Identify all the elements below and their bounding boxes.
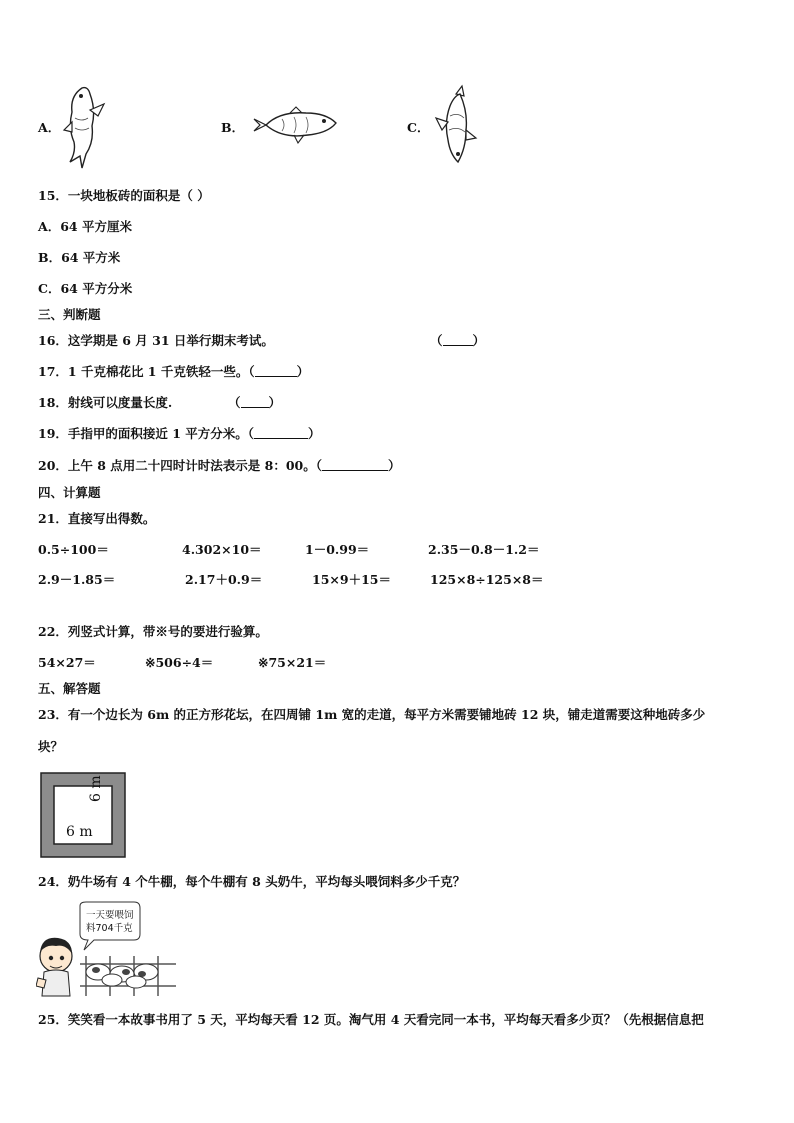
q17-text: 17．1 千克棉花比 1 千克铁轻一些。（ ） <box>38 364 310 379</box>
q22-item1: 54×27＝ <box>38 655 96 670</box>
option-c-label: C． <box>407 120 430 135</box>
q19-text: 19．手指甲的面积接近 1 平方分米。（ ） <box>38 426 321 441</box>
speech-bubble-line2: 料704千克 <box>86 923 133 934</box>
q16-text: 16．这学期是 6 月 31 日举行期末考试。 <box>38 333 274 348</box>
q21-row2-item1: 2.9－1.85＝ <box>38 572 116 587</box>
q15-stem: 15．一块地板砖的面积是（ ） <box>38 188 210 203</box>
flowerbed-side-label: 6 m <box>88 775 104 802</box>
flowerbed-bottom-label: 6 m <box>66 824 93 840</box>
section-5-heading: 五、解答题 <box>38 681 101 696</box>
q25-text: 25．笑笑看一本故事书用了 5 天，平均每天看 12 页。淘气用 4 天看完同一本书，平均每天看多少页？（先根据信息把 <box>38 1012 704 1027</box>
q22-stem: 22．列竖式计算，带※号的要进行验算。 <box>38 624 268 639</box>
section-4-heading: 四、计算题 <box>38 485 101 500</box>
q16-answer-blank: （ ） <box>430 333 486 348</box>
q21-stem: 21．直接写出得数。 <box>38 511 156 526</box>
option-b-label: B． <box>221 120 245 135</box>
fish-b-image <box>250 105 340 147</box>
q15-option-a: A．64 平方厘米 <box>38 219 132 234</box>
q18-text: 18．射线可以度量长度. <box>38 395 173 410</box>
q20-text: 20．上午 8 点用二十四时计时法表示是 8：00。（ ） <box>38 458 401 473</box>
q21-row1-item1: 0.5÷100＝ <box>38 542 109 557</box>
q15-option-b: B．64 平方米 <box>38 250 121 265</box>
flowerbed-diagram <box>40 772 126 858</box>
fish-a-image <box>62 82 112 172</box>
q21-row2-item4: 125×8÷125×8＝ <box>430 572 544 587</box>
q21-row1-item2: 4.302×10＝ <box>182 542 262 557</box>
q24-text: 24．奶牛场有 4 个牛棚，每个牛棚有 8 头奶牛，平均每头喂饲料多少千克？ <box>38 874 466 889</box>
section-3-heading: 三、判断题 <box>38 307 101 322</box>
q21-row1-item4: 2.35－0.8－1.2＝ <box>428 542 540 557</box>
q22-item3: ※75×21＝ <box>258 655 327 670</box>
option-a-label: A． <box>38 120 61 135</box>
q21-row2-item2: 2.17＋0.9＝ <box>185 572 263 587</box>
q21-row2-item3: 15×9＋15＝ <box>312 572 391 587</box>
q18-answer-blank: （ ） <box>228 395 282 410</box>
q15-option-c: C．64 平方分米 <box>38 281 133 296</box>
q23-line1: 23．有一个边长为 6m 的正方形花坛，在四周铺 1m 宽的走道，每平方米需要铺地砖 12 块，铺走道需要这种地砖多少 <box>38 707 706 722</box>
fish-c-image <box>432 82 482 172</box>
q21-row1-item3: 1－0.99＝ <box>305 542 370 557</box>
q23-line2: 块？ <box>38 739 64 754</box>
speech-bubble-line1: 一天要喂饲 <box>86 910 134 921</box>
q22-item2: ※506÷4＝ <box>145 655 214 670</box>
